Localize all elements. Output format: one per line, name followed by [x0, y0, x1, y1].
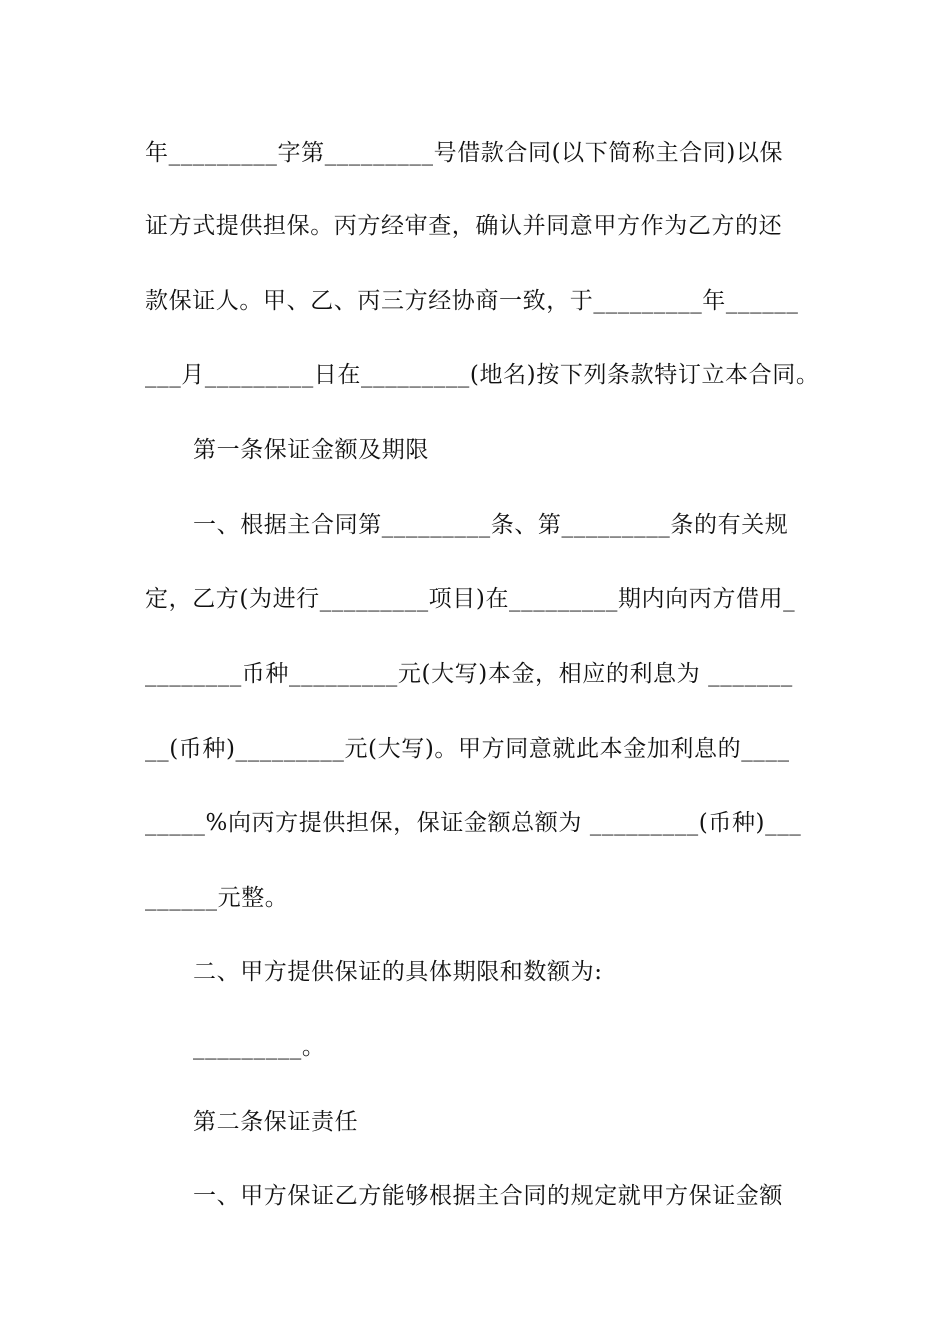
paragraph-line: 年_________字第_________号借款合同(以下简称主合同)以保 — [145, 140, 784, 166]
section-heading: 第二条保证责任 — [193, 1109, 359, 1135]
paragraph-line: _________。 — [193, 1034, 326, 1060]
paragraph-line: 定，乙方(为进行_________项目)在_________期内向丙方借用_ — [145, 586, 796, 612]
paragraph-line: 款保证人。甲、乙、丙三方经协商一致，于_________年______ — [145, 288, 799, 314]
paragraph-line: ___月_________日在_________(地名)按下列条款特订立本合同。 — [145, 362, 820, 388]
paragraph-line: 二、甲方提供保证的具体期限和数额为: — [193, 959, 603, 985]
paragraph-line: _____%向丙方提供担保，保证金额总额为 _________(币种)___ — [145, 810, 802, 836]
paragraph-line: __(币种)_________元(大写)。甲方同意就此本金加利息的____ — [145, 736, 790, 762]
paragraph-line: 一、根据主合同第_________条、第_________条的有关规 — [193, 512, 789, 538]
paragraph-line: 一、甲方保证乙方能够根据主合同的规定就甲方保证金额 — [193, 1183, 783, 1209]
paragraph-line: ______元整。 — [145, 885, 289, 911]
paragraph-line: ________币种_________元(大写)本金，相应的利息为 _______ — [145, 661, 793, 687]
section-heading: 第一条保证金额及期限 — [193, 437, 429, 463]
paragraph-line: 证方式提供担保。丙方经审查，确认并同意甲方作为乙方的还 — [145, 213, 783, 239]
